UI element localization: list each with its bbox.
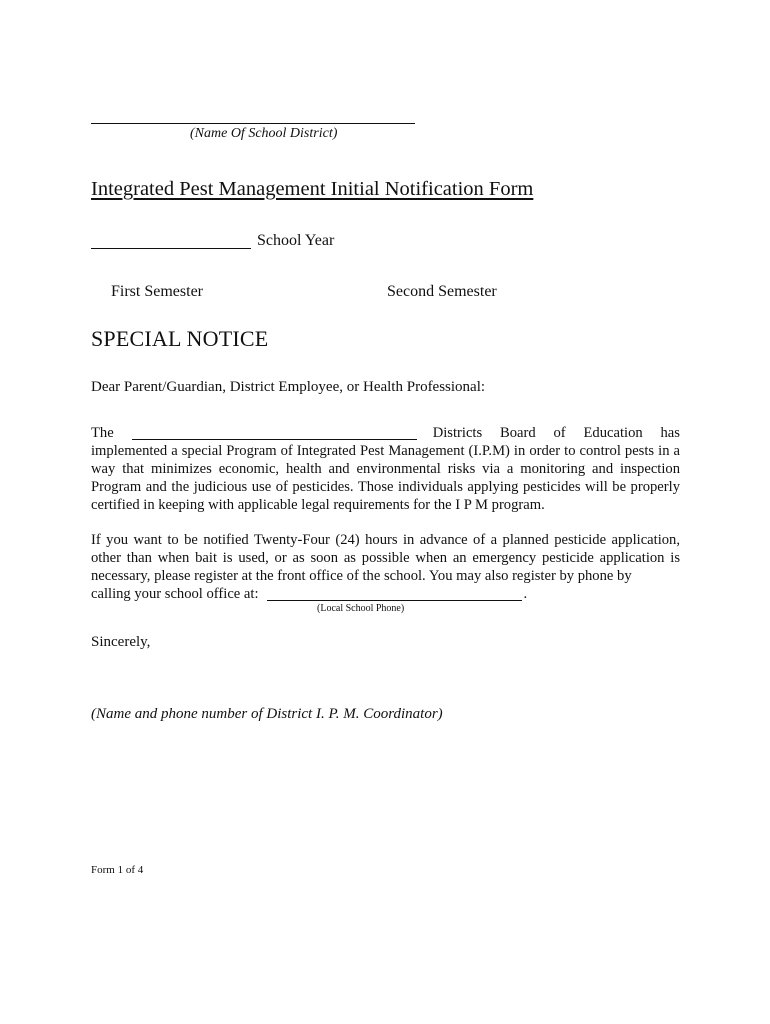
- sentence-end: .: [523, 586, 528, 602]
- district-board-blank[interactable]: [132, 426, 417, 440]
- school-year-label: School Year: [257, 232, 335, 249]
- word: has: [660, 425, 680, 441]
- coordinator-caption: (Name and phone number of District I. P. M. Coordinator): [91, 706, 443, 722]
- paragraph-1-body: implemented a special Program of Integrated Pest Management (I.P.M) in order to control pests in a way that minimizes economic, health and environmental risks via a monitoring and inspection Program and the judicious use of pesticides. Those individuals applying pesticides will be properly certified in keeping with applicable legal requirements for the I P M program.: [91, 443, 680, 513]
- closing: Sincerely,: [91, 634, 151, 650]
- phone-caption: (Local School Phone): [317, 603, 405, 614]
- second-semester-label: Second Semester: [387, 283, 497, 300]
- word: Board: [500, 425, 536, 441]
- school-year-blank[interactable]: [91, 248, 251, 249]
- school-phone-blank[interactable]: [267, 587, 522, 601]
- paragraph-1-first-line: [91, 424, 680, 442]
- special-notice-heading: SPECIAL NOTICE: [91, 326, 269, 351]
- district-name-caption: (Name Of School District): [190, 126, 338, 141]
- paragraph-1-line-rest: [433, 424, 680, 442]
- district-name-blank[interactable]: [91, 123, 415, 124]
- paragraph-2-body: If you want to be notified Twenty-Four (24) hours in advance of a planned pesticide application, other than when bait is used, or as soon as possible when an emergency pesticide application is necessary, please register at the front office of the school. You may also register by phone by: [91, 532, 680, 584]
- first-semester-label: First Semester: [111, 283, 203, 300]
- word: Districts: [432, 425, 483, 441]
- word: Education: [583, 425, 643, 441]
- form-title: Integrated Pest Management Initial Notification Form: [91, 178, 534, 200]
- word: of: [553, 425, 566, 441]
- paragraph-1-lead: The: [91, 425, 114, 441]
- paragraph-2-last-line: [91, 585, 527, 603]
- phone-prompt: calling your school office at:: [91, 586, 259, 602]
- salutation: Dear Parent/Guardian, District Employee, or Health Professional:: [91, 379, 486, 395]
- page-footer: Form 1 of 4: [91, 864, 144, 876]
